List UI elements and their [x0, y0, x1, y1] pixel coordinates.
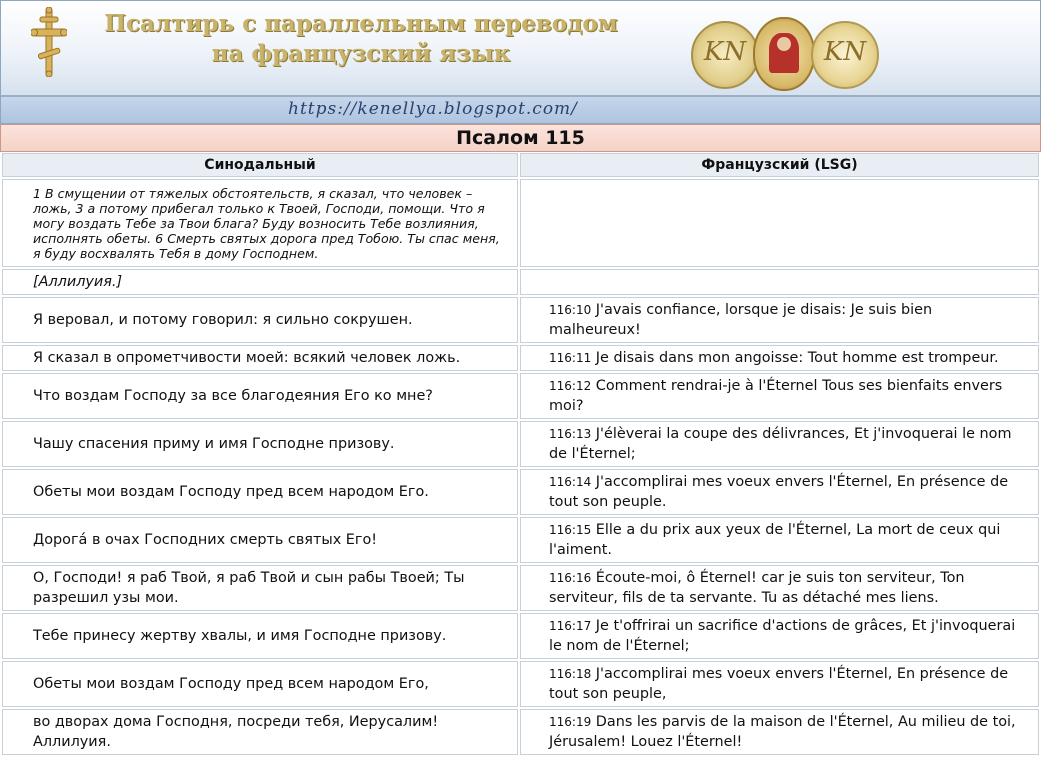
site-title-line2: на французский язык [211, 40, 511, 67]
verse-number: 116:15 [549, 523, 592, 537]
french-verse [520, 297, 1039, 343]
synodal-verse: Тебе принесу жертву хвалы, и имя Господне призову. [2, 613, 518, 659]
medal-text: KN [703, 37, 747, 67]
french-verse [520, 613, 1039, 659]
verse-row [2, 421, 1039, 467]
french-verse [520, 373, 1039, 419]
verse-row [2, 345, 1039, 371]
synodal-verse: Обеты мои воздам Господу пред всем народом Его. [2, 469, 518, 515]
french-verse [520, 517, 1039, 563]
verse-number: 116:19 [549, 715, 592, 729]
verse-row [2, 297, 1039, 343]
kn-medal-icon [691, 21, 759, 89]
verse-number: 116:12 [549, 379, 592, 393]
verse-row [2, 517, 1039, 563]
verse-row [2, 661, 1039, 707]
verse-number: 116:17 [549, 619, 592, 633]
verse-text: Dans les parvis de la maison de l'Éternel, Au milieu de toi, Jérusalem! Louez l'Éternel! [549, 714, 1016, 750]
intro-row [2, 179, 1039, 267]
synodal-verse: Дорогá в очах Господних смерть святых Его! [2, 517, 518, 563]
column-header-french: Французский (LSG) [520, 153, 1039, 177]
icon-face [777, 37, 791, 51]
medal-text: KN [823, 37, 867, 67]
empty-cell [520, 269, 1039, 295]
verse-text: Je t'offrirai un sacrifice d'actions de grâces, Et j'invoquerai le nom de l'Éternel; [549, 618, 1016, 654]
verse-number: 116:10 [549, 303, 592, 317]
synodal-verse: О, Господи! я раб Твой, я раб Твой и сын рабы Твоей; Ты разрешил узы мои. [2, 565, 518, 611]
french-verse [520, 565, 1039, 611]
blog-link[interactable]: https://kenellya.blogspot.com/ [288, 99, 578, 119]
verse-number: 116:18 [549, 667, 592, 681]
french-verse [520, 661, 1039, 707]
french-verse [520, 421, 1039, 467]
parallel-text-table [0, 151, 1041, 757]
french-verse [520, 709, 1039, 755]
empty-cell [520, 179, 1039, 267]
site-header [0, 0, 1041, 95]
psalm-title: Псалом 115 [0, 124, 1041, 152]
verse-row [2, 709, 1039, 755]
verse-number: 116:16 [549, 571, 592, 585]
alleluia-row [2, 269, 1039, 295]
verse-row [2, 613, 1039, 659]
synodal-verse: Я веровал, и потому говорил: я сильно сокрушен. [2, 297, 518, 343]
orthodox-cross-icon [31, 7, 67, 77]
verse-text: J'accomplirai mes voeux envers l'Éternel, En présence de tout son peuple. [549, 474, 1009, 510]
verse-row [2, 565, 1039, 611]
verse-text: Comment rendrai-je à l'Éternel Tous ses bienfaits envers moi? [549, 378, 1003, 414]
site-title [71, 9, 651, 69]
french-verse [520, 345, 1039, 371]
verse-number: 116:14 [549, 475, 592, 489]
french-verse [520, 469, 1039, 515]
kn-medal-icon [811, 21, 879, 89]
verse-row [2, 469, 1039, 515]
synodal-verse: Я сказал в опрометчивости моей: всякий человек ложь. [2, 345, 518, 371]
synodal-verse: Обеты мои воздам Господу пред всем народом Его, [2, 661, 518, 707]
synodal-verse: во дворах дома Господня, посреди тебя, Иерусалим! Аллилуия. [2, 709, 518, 755]
verse-number: 116:13 [549, 427, 592, 441]
verse-text: Elle a du prix aux yeux de l'Éternel, La mort de ceux qui l'aiment. [549, 522, 1001, 558]
url-bar [0, 95, 1041, 124]
column-header-synodal: Синодальный [2, 153, 518, 177]
synodal-verse: Чашу спасения приму и имя Господне призову. [2, 421, 518, 467]
verse-text: Écoute-moi, ô Éternel! car je suis ton serviteur, Ton serviteur, fils de ta servante. Tu as détaché mes liens. [549, 570, 965, 606]
synodal-verse: Что воздам Господу за все благодеяния Его ко мне? [2, 373, 518, 419]
verse-row [2, 373, 1039, 419]
theotokos-icon [753, 17, 815, 91]
verse-number: 116:11 [549, 351, 592, 365]
verse-text: J'avais confiance, lorsque je disais: Je suis bien malheureux! [549, 302, 933, 338]
site-title-line1: Псалтирь с параллельным переводом [104, 10, 618, 37]
verse-text: J'accomplirai mes voeux envers l'Éternel, En présence de tout son peuple, [549, 666, 1009, 702]
intro-summary: 1 В смущении от тяжелых обстоятельств, я сказал, что человек – ложь, 3 а потому прибегал только к Твоей, Господи, помощи. Что я могу воздать Тебе за Твои блага? Буду возносить Тебе возлияния, исполнять обеты. 6 Смерть святых дорога пред Тобою. Ты спас меня, я буду восхвалять Тебя в дому Господнем. [2, 179, 518, 267]
alleluia-text: [Аллилуия.] [2, 269, 518, 295]
verse-text: Je disais dans mon angoisse: Tout homme est trompeur. [595, 350, 999, 366]
table-header-row [2, 153, 1039, 177]
verse-text: J'élèverai la coupe des délivrances, Et j'invoquerai le nom de l'Éternel; [549, 426, 1012, 462]
